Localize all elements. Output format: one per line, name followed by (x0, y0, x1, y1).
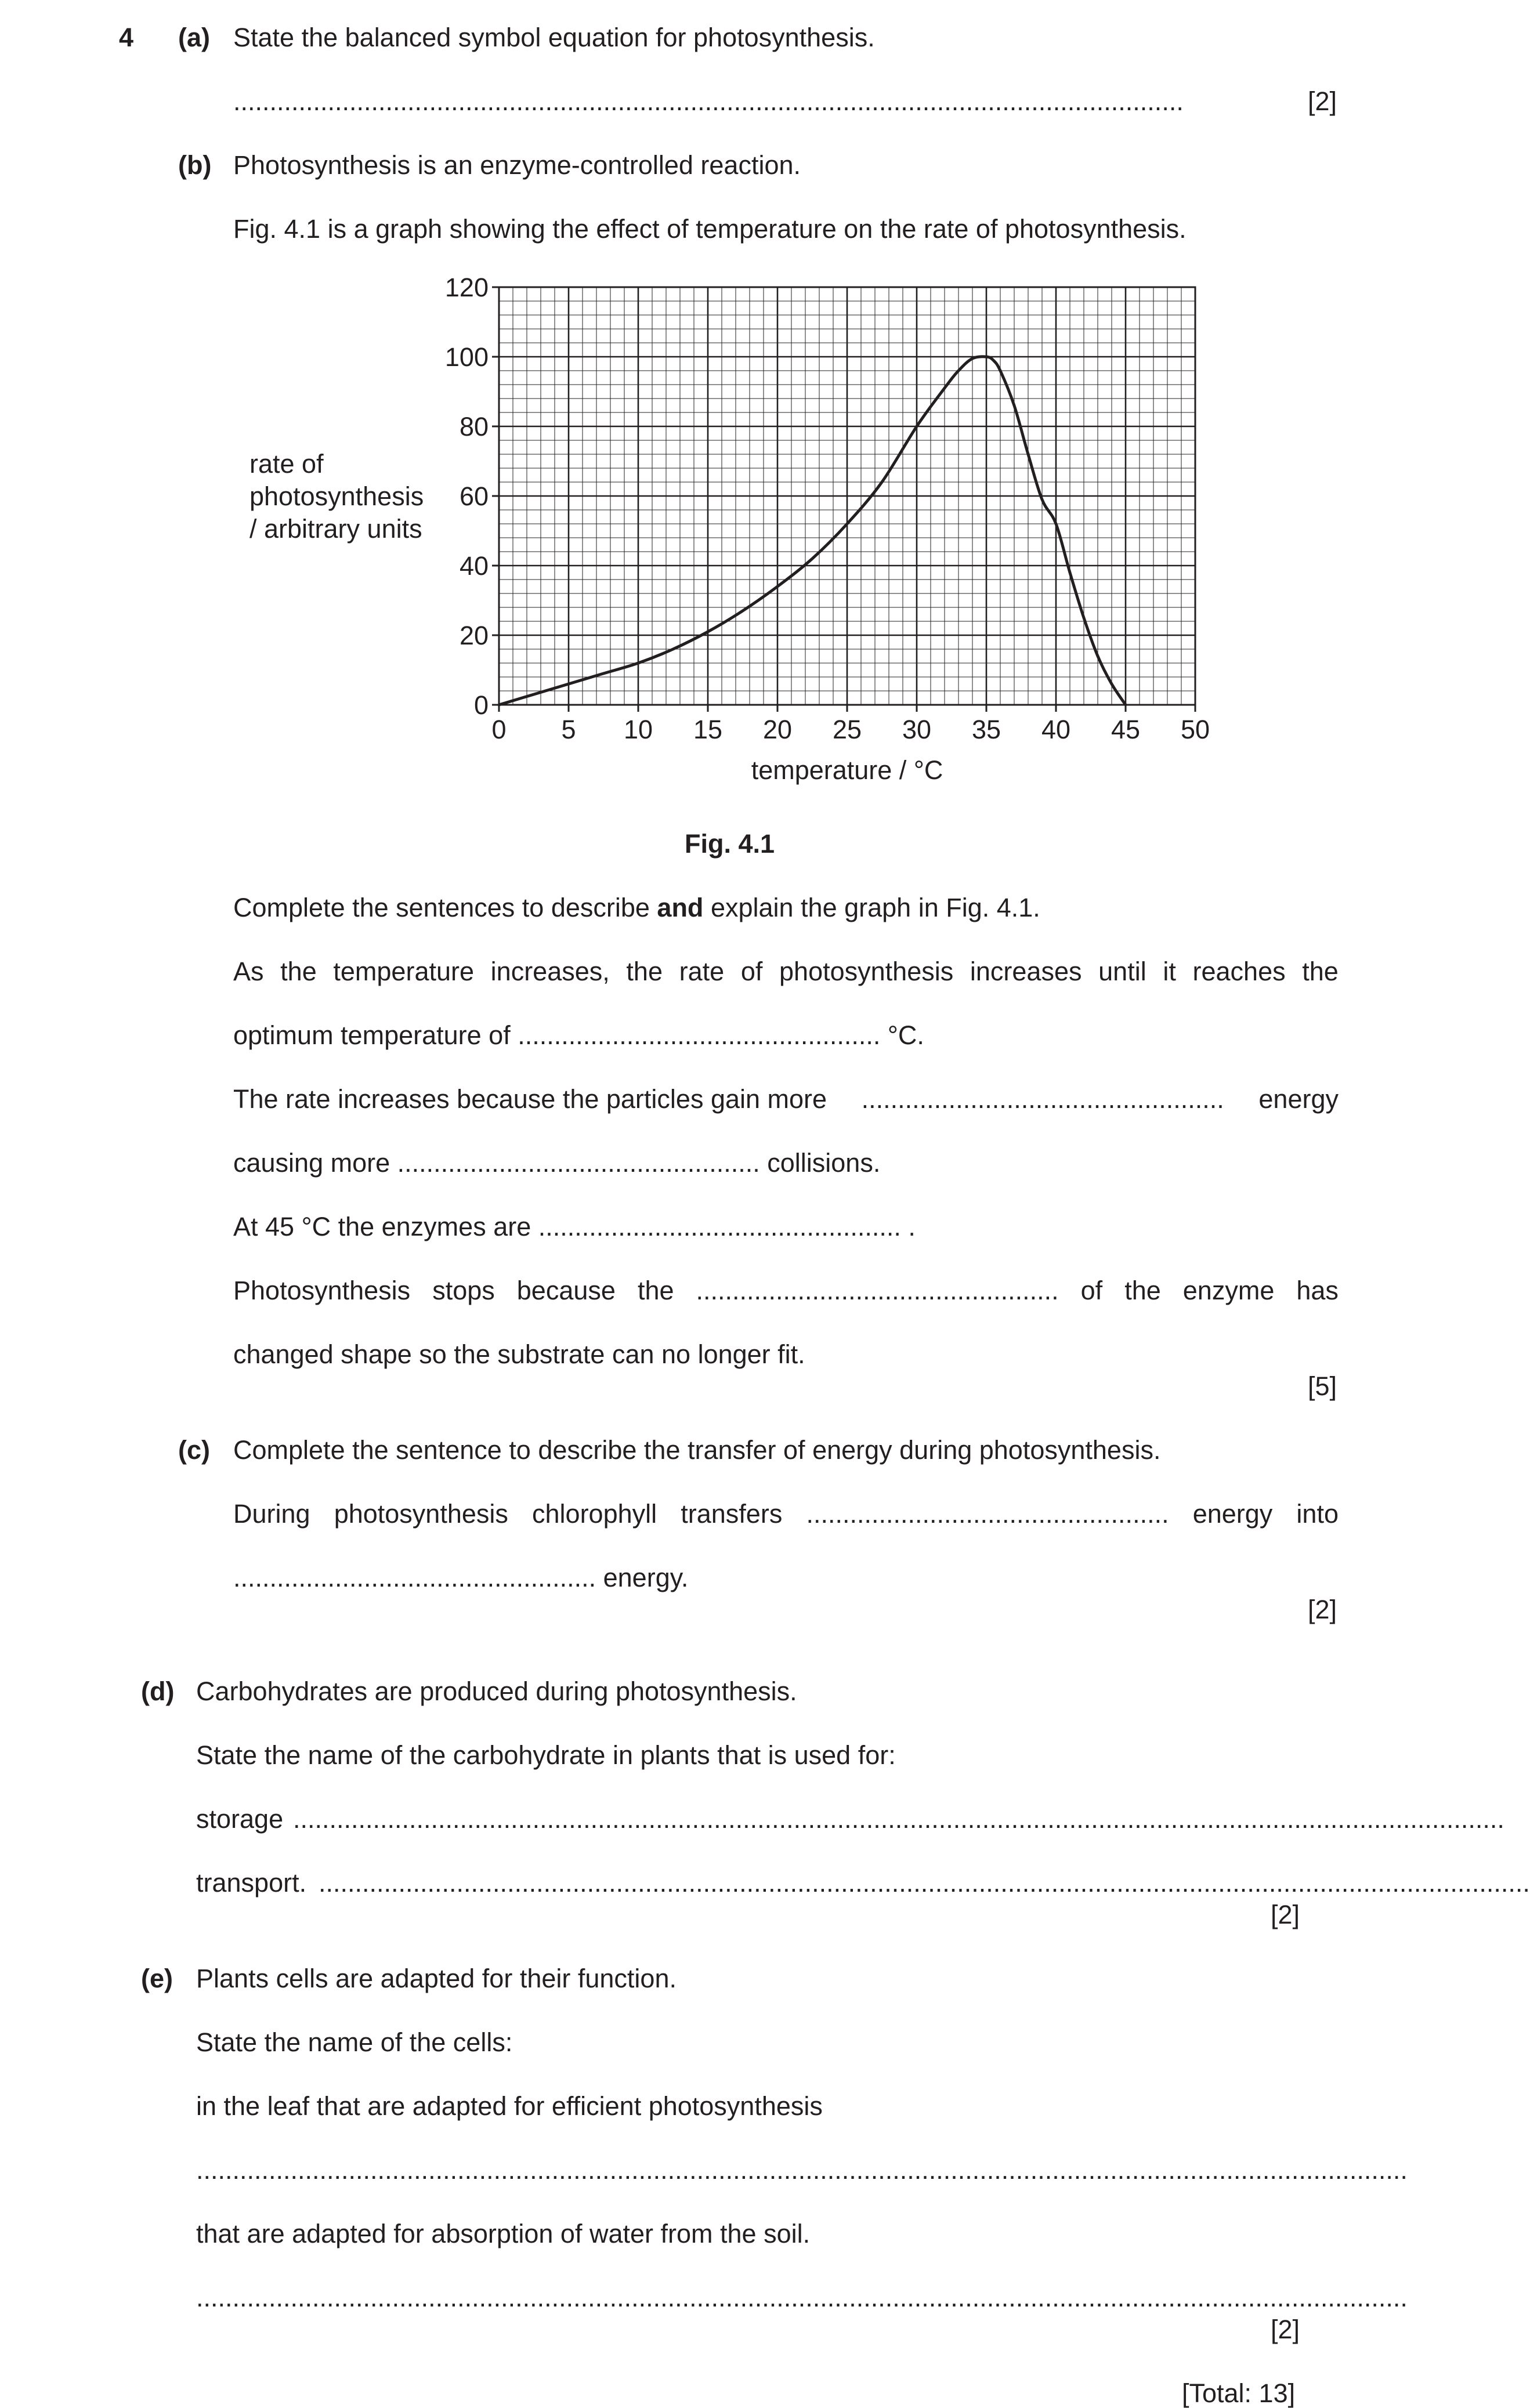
word: until (1098, 957, 1146, 986)
part-d-label: (d) (141, 1676, 175, 1706)
text: The rate increases because the particles gain more (233, 1084, 827, 1114)
part-e-answer-line-1[interactable]: ....................................................................................................................................................................... (196, 2155, 1408, 2185)
word: Photosynthesis (233, 1276, 411, 1305)
part-c-marks: [2] (1308, 1595, 1337, 1624)
total-marks: [Total: 13] (1182, 2378, 1296, 2408)
x-tick-label: 30 (902, 715, 932, 744)
x-tick-label: 10 (623, 715, 653, 744)
storage-answer-line[interactable]: ....................................................................................................................................................................... (293, 1804, 1504, 1834)
instruction-text-post: explain the graph in Fig. 4.1. (703, 893, 1040, 922)
x-tick-label: 0 (491, 715, 507, 744)
part-b-intro: Photosynthesis is an enzyme-controlled reaction. (233, 150, 801, 180)
part-e-answer-line-2[interactable]: ....................................................................................................................................................................... (196, 2283, 1408, 2312)
sentence-4-line-1 (233, 1277, 1339, 1303)
x-tick-label: 50 (1180, 715, 1210, 744)
word: photosynthesis (334, 1499, 508, 1529)
word: of (740, 957, 763, 986)
text: °C. (880, 1020, 924, 1050)
sentence-1-line-2 (233, 1022, 924, 1048)
energy-from-blank[interactable]: .................................................. (806, 1499, 1169, 1529)
part-b-marks: [5] (1308, 1371, 1337, 1401)
part-e-question-1: in the leaf that are adapted for efficient photosynthesis (196, 2091, 823, 2121)
y-tick-label: 100 (444, 342, 489, 372)
sentence-3 (233, 1214, 916, 1240)
part-a-answer-line[interactable]: ................................................................................................................................... (233, 86, 1184, 116)
word: rate (679, 957, 725, 986)
rate-vs-temperature-chart (406, 273, 1265, 795)
instruction-text-bold: and (657, 893, 704, 922)
word: enzyme (1182, 1276, 1275, 1305)
energy-into-blank[interactable]: .................................................. (233, 1563, 596, 1592)
x-tick-label: 15 (693, 715, 723, 744)
rate-curve (499, 357, 1126, 705)
sentence-4-line-2: changed shape so the substrate can no longer fit. (233, 1339, 805, 1369)
part-e-question-2: that are adapted for absorption of water from the soil. (196, 2219, 811, 2248)
part-e-label: (e) (141, 1964, 173, 1993)
word: has (1296, 1276, 1339, 1305)
y-axis-label-line1: rate of (249, 449, 324, 479)
word: the (626, 957, 663, 986)
word: stops (432, 1276, 495, 1305)
x-axis-label: temperature / °C (751, 755, 943, 785)
x-tick-label: 45 (1111, 715, 1141, 744)
y-axis-label-line3: / arbitrary units (249, 514, 422, 544)
part-d-prompt: State the name of the carbohydrate in plants that is used for: (196, 1740, 896, 1770)
part-d-intro: Carbohydrates are produced during photosynthesis. (196, 1676, 797, 1706)
part-c-prompt: Complete the sentence to describe the transfer of energy during photosynthesis. (233, 1435, 1161, 1465)
word: of (1080, 1276, 1103, 1305)
collisions-blank[interactable]: .................................................. (397, 1148, 760, 1178)
part-a-marks: [2] (1308, 86, 1337, 116)
question-number: 4 (119, 23, 134, 52)
word: increases, (490, 957, 610, 986)
part-b-label: (b) (178, 150, 212, 180)
energy-type-blank[interactable]: .................................................. (861, 1084, 1224, 1114)
part-b-instruction (233, 895, 1040, 921)
word: reaches (1192, 957, 1286, 986)
part-c-line-1 (233, 1501, 1339, 1527)
enzymes-state-blank[interactable]: .................................................. (538, 1212, 901, 1241)
x-tick-label: 5 (561, 715, 576, 744)
word: During (233, 1499, 310, 1529)
x-tick-label: 40 (1041, 715, 1071, 744)
text: collisions. (759, 1148, 881, 1178)
chart-series (499, 357, 1126, 705)
enzyme-part-blank[interactable]: .................................................. (696, 1276, 1059, 1305)
instruction-text-pre: Complete the sentences to describe (233, 893, 657, 922)
sentence-1-line-1 (233, 958, 1339, 984)
y-tick-label: 40 (459, 551, 489, 581)
part-e-prompt: State the name of the cells: (196, 2027, 513, 2057)
y-tick-label: 120 (444, 273, 489, 302)
word: the (280, 957, 317, 986)
word: into (1296, 1499, 1339, 1529)
word: chlorophyll (532, 1499, 657, 1529)
part-b-fig-intro: Fig. 4.1 is a graph showing the effect of temperature on the rate of photosynthesis. (233, 214, 1187, 244)
word: photosynthesis (779, 957, 954, 986)
part-e-intro: Plants cells are adapted for their function. (196, 1964, 677, 1993)
text: At 45 °C the enzymes are (233, 1212, 538, 1241)
word: temperature (333, 957, 475, 986)
text: causing more (233, 1148, 397, 1178)
part-d-marks: [2] (1271, 1900, 1300, 1929)
word: the (637, 1276, 674, 1305)
y-axis-label-line2: photosynthesis (249, 481, 424, 511)
figure-caption: Fig. 4.1 (685, 829, 775, 859)
transport-answer-line[interactable]: ....................................................................................................................................................................... (319, 1868, 1530, 1898)
y-tick-label: 60 (459, 481, 489, 511)
word: because (516, 1276, 616, 1305)
part-c-line-2 (233, 1565, 688, 1591)
part-c-label: (c) (178, 1435, 210, 1465)
storage-label: storage (196, 1804, 284, 1834)
word: the (1302, 957, 1339, 986)
chart-ticks (445, 273, 1210, 744)
word: increases (970, 957, 1082, 986)
text: energy (1258, 1084, 1339, 1114)
x-tick-label: 35 (971, 715, 1001, 744)
word: it (1163, 957, 1176, 986)
y-tick-label: 20 (459, 621, 489, 650)
text: . (900, 1212, 916, 1241)
x-tick-label: 20 (762, 715, 793, 744)
optimum-temperature-blank[interactable]: .................................................. (518, 1020, 881, 1050)
sentence-2-line-2 (233, 1150, 880, 1176)
transport-label: transport. (196, 1868, 307, 1898)
part-e-marks: [2] (1271, 2315, 1300, 2344)
x-tick-label: 25 (832, 715, 862, 744)
word: energy (1192, 1499, 1273, 1529)
word: the (1124, 1276, 1161, 1305)
y-tick-label: 0 (473, 690, 489, 720)
part-a-label: (a) (178, 23, 210, 52)
part-a-prompt: State the balanced symbol equation for photosynthesis. (233, 23, 875, 52)
y-tick-label: 80 (459, 412, 489, 441)
sentence-2-line-1 (233, 1086, 1339, 1112)
word: transfers (681, 1499, 783, 1529)
text: energy. (596, 1563, 689, 1592)
text: optimum temperature of (233, 1020, 518, 1050)
word: As (233, 957, 264, 986)
